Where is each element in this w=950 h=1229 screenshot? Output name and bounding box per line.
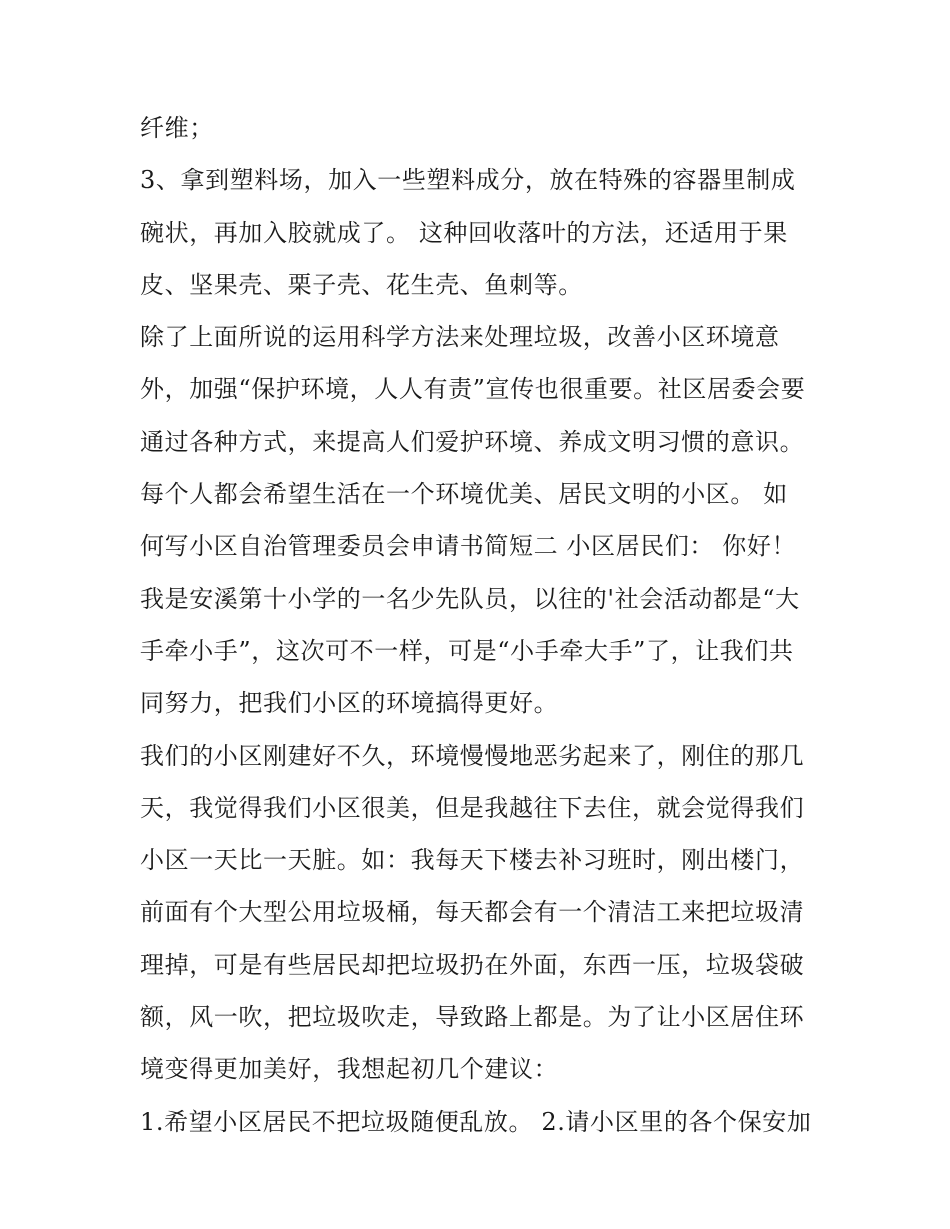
text-line: 通过各种方式，来提高人们爱护环境、养成文明习惯的意识。 bbox=[140, 427, 805, 456]
text-line: 外，加强“保护环境，人人有责”宣传也很重要。社区居委会要 bbox=[140, 375, 806, 404]
text-line: 何写小区自治管理委员会申请书简短二 小区居民们： 你好！ bbox=[140, 532, 797, 561]
text-line: 前面有个大型公用垃圾桶，每天都会有一个清洁工来把垃圾清 bbox=[140, 898, 805, 927]
text-line: 境变得更加美好，我想起初几个建议： bbox=[140, 1055, 559, 1084]
text-line: 皮、坚果壳、栗子壳、花生壳、鱼刺等。 bbox=[140, 270, 583, 299]
text-line: 1.希望小区居民不把垃圾随便乱放。 2.请小区里的各个保安加 bbox=[140, 1107, 812, 1136]
text-line: 纤维； bbox=[140, 114, 214, 142]
text-line: 天，我觉得我们小区很美，但是我越往下去住，就会觉得我们 bbox=[140, 793, 805, 822]
text-line: 小区一天比一天脏。如：我每天下楼去补习班时，刚出楼门， bbox=[140, 846, 805, 875]
text-line: 额，风一吹，把垃圾吹走，导致路上都是。为了让小区居住环 bbox=[140, 1003, 805, 1032]
text-line: 我是安溪第十小学的一名少先队员，以往的'社会活动都是“大 bbox=[140, 584, 800, 613]
body-text bbox=[140, 102, 820, 1148]
text-line: 手牵小手”，这次可不一样，可是“小手牵大手”了，让我们共 bbox=[140, 636, 794, 665]
text-line: 除了上面所说的运用科学方法来处理垃圾，改善小区环境意 bbox=[140, 323, 780, 352]
text-line: 理掉，可是有些居民却把垃圾扔在外面，东西一压，垃圾袋破 bbox=[140, 950, 805, 979]
text-line: 每个人都会希望生活在一个环境优美、居民文明的小区。 如 bbox=[140, 480, 788, 509]
text-line: 同努力，把我们小区的环境搞得更好。 bbox=[140, 689, 559, 718]
text-line: 碗状，再加入胶就成了。 这种回收落叶的方法，还适用于果 bbox=[140, 218, 788, 247]
text-line: 我们的小区刚建好不久，环境慢慢地恶劣起来了，刚住的那几 bbox=[140, 741, 805, 770]
text-line: 3、拿到塑料场，加入一些塑料成分，放在特殊的容器里制成 bbox=[140, 166, 796, 195]
